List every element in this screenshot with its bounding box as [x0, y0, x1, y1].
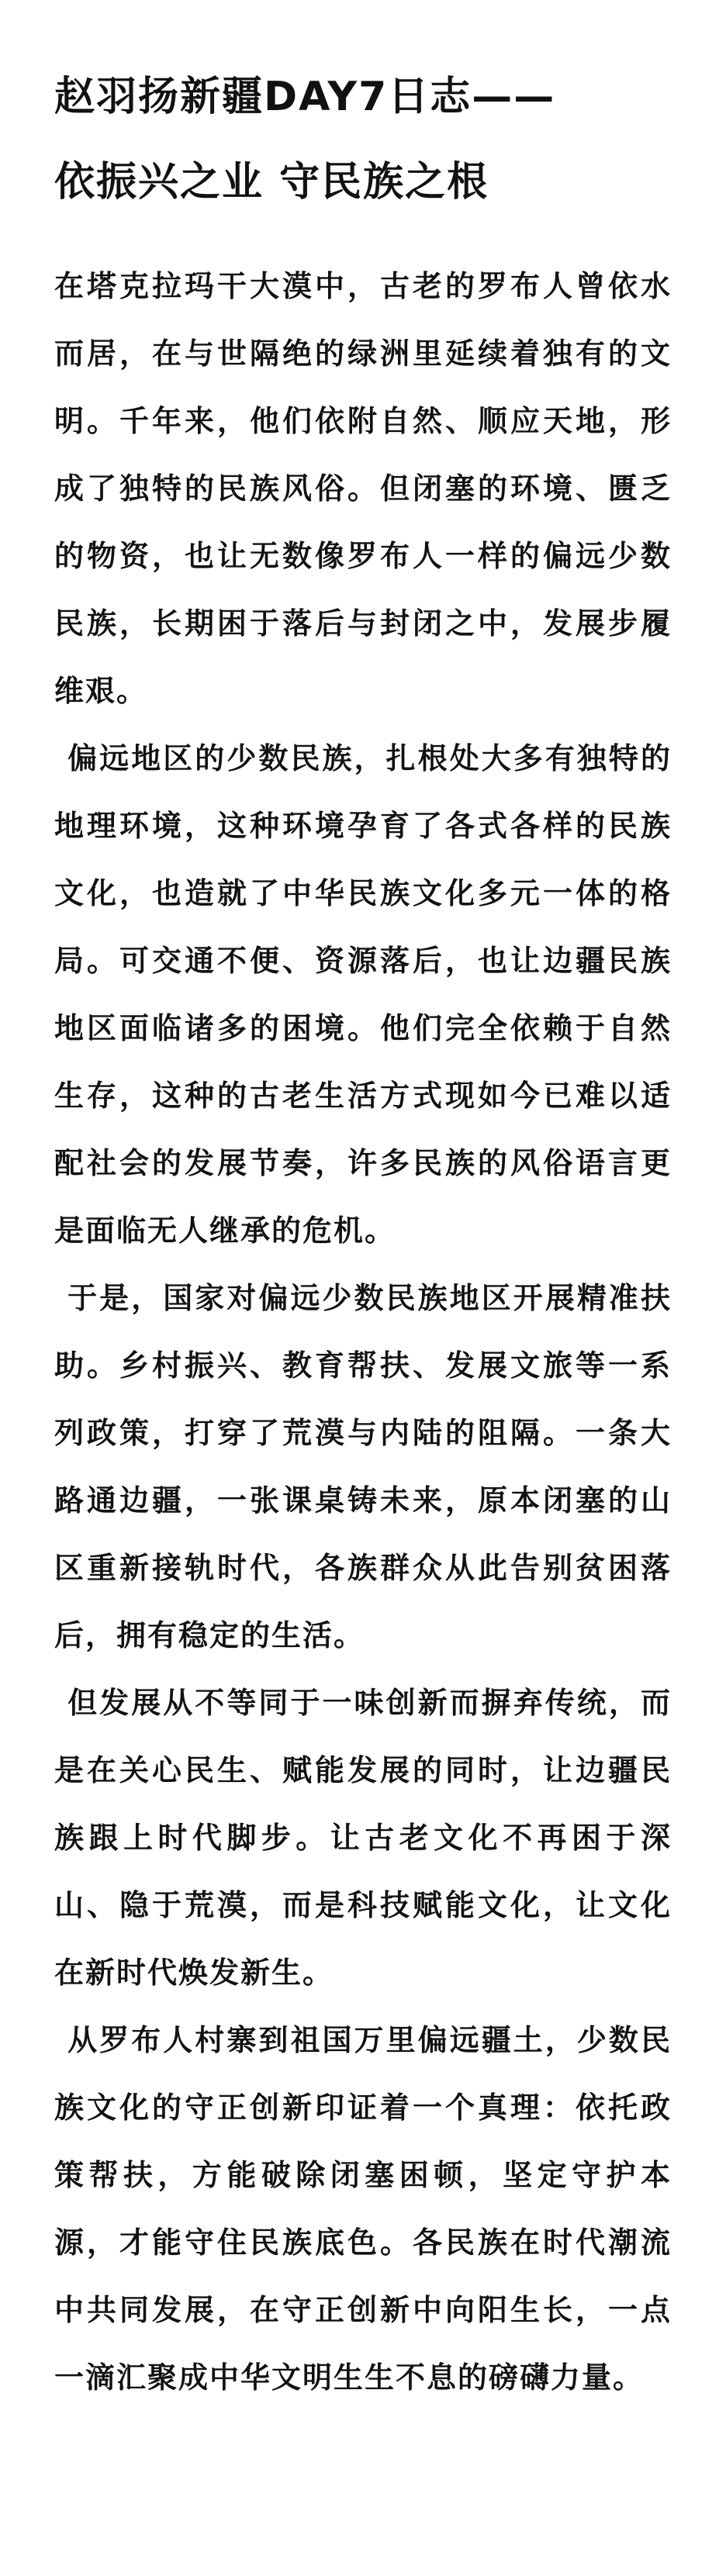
paragraph-5: 从罗布人村寨到祖国万里偏远疆土，少数民族文化的守正创新印证着一个真理：依托政策帮扶，方能破除闭塞困顿，坚定守护本源，才能守住民族底色。各民族在时代潮流中共同发展，在守正创新中向阳生长，一点一滴汇聚成中华文明生生不息的磅礴力量。	[54, 2023, 672, 2395]
title-line-2: 依振兴之业 守民族之根	[54, 159, 489, 205]
paragraph-3: 于是，国家对偏远少数民族地区开展精准扶助。乡村振兴、教育帮扶、发展文旅等一系列政策，打穿了荒漠与内陆的阻隔。一条大路通边疆，一张课桌铸未来，原本闭塞的山区重新接轨时代，各族群众从此告别贫困落后，拥有稳定的生活。	[54, 1281, 672, 1652]
title-line-1: 赵羽扬新疆DAY7日志——	[54, 74, 556, 120]
paragraph-4: 但发展从不等同于一味创新而摒弃传统，而是在关心民生、赋能发展的同时，让边疆民族跟上时代脚步。让古老文化不再困于深山、隐于荒漠，而是科技赋能文化，让文化在新时代焕发新生。	[54, 1686, 672, 1990]
article-body	[54, 253, 672, 2412]
paragraph-1: 在塔克拉玛干大漠中，古老的罗布人曾依水而居，在与世隔绝的绿洲里延续着独有的文明。千年来，他们依附自然、顺应天地，形成了独特的民族风俗。但闭塞的环境、匮乏的物资，也让无数像罗布人一样的偏远少数民族，长期困于落后与封闭之中，发展步履维艰。	[54, 269, 672, 708]
article-title	[54, 54, 672, 225]
paragraph-2: 偏远地区的少数民族，扎根处大多有独特的地理环境，这种环境孕育了各式各样的民族文化，也造就了中华民族文化多元一体的格局。可交通不便、资源落后，也让边疆民族地区面临诸多的困境。他们完全依赖于自然生存，这种的古老生活方式现如今已难以适配社会的发展节奏，许多民族的风俗语言更是面临无人继承的危机。	[54, 741, 672, 1248]
